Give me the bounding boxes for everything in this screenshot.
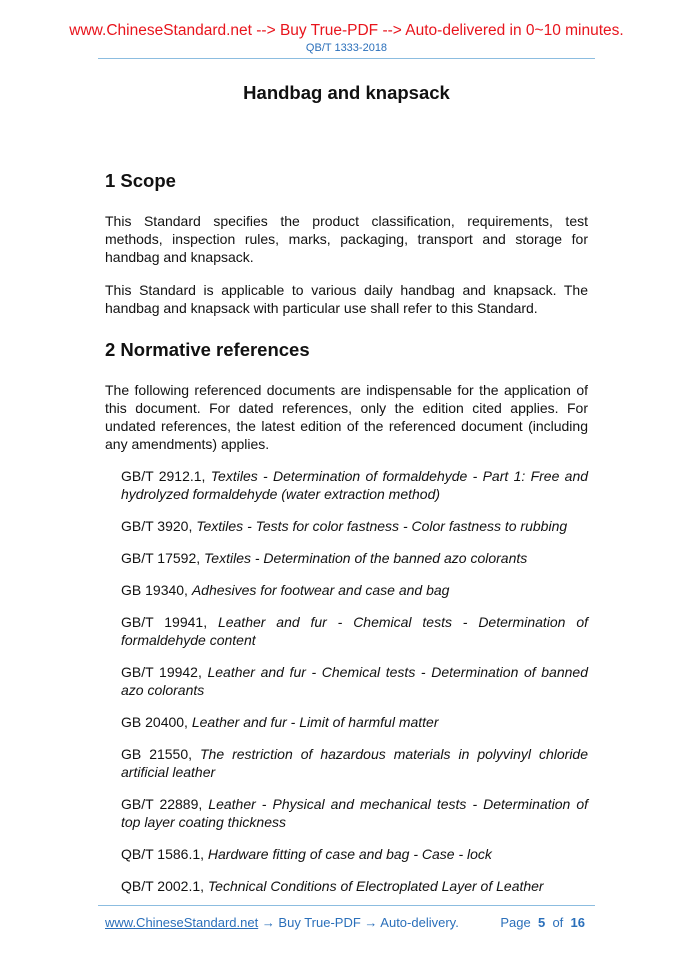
reference-item: [121, 845, 588, 863]
reference-code: QB/T 2002.1,: [121, 878, 205, 894]
reference-code: GB 21550,: [121, 746, 193, 762]
reference-code: GB 19340,: [121, 582, 188, 598]
reference-title: Leather and fur - Chemical tests - Determination of banned azo colorants: [121, 664, 588, 698]
total-pages: 16: [570, 915, 585, 930]
paragraph: The following referenced documents are indispensable for the application of this document. For dated references, only the edition cited applies. For undated references, the latest edition of the referenced document (including any amendments) applies.: [105, 382, 588, 452]
header-divider: [98, 58, 595, 59]
reference-title: Technical Conditions of Electroplated Layer of Leather: [207, 878, 544, 894]
reference-item: [121, 467, 588, 503]
reference-item: [121, 877, 588, 895]
reference-title: Textiles - Determination of the banned azo colorants: [204, 550, 528, 566]
reference-title: Leather and fur - Chemical tests - Determination of formaldehyde content: [121, 614, 588, 648]
reference-code: GB/T 19941,: [121, 614, 208, 630]
reference-item: [121, 517, 588, 535]
standard-code: QB/T 1333-2018: [305, 42, 388, 54]
reference-code: GB/T 17592,: [121, 550, 201, 566]
reference-item: [121, 745, 588, 781]
reference-title: The restriction of hazardous materials in polyvinyl chloride artificial leather: [121, 746, 589, 780]
section-heading-scope: 1 Scope: [105, 170, 176, 191]
reference-code: GB 20400,: [121, 714, 188, 730]
document-body: [105, 170, 588, 909]
reference-title: Leather and fur - Limit of harmful matter: [191, 714, 439, 730]
reference-code: GB/T 19942,: [121, 664, 202, 680]
reference-code: GB/T 22889,: [121, 796, 203, 812]
promo-banner[interactable]: www.ChineseStandard.net --> Buy True-PDF --> Auto-delivered in 0~10 minutes.: [69, 22, 624, 39]
reference-title: Textiles - Determination of formaldehyde - Part 1: Free and hydrolyzed formaldehyde (water extraction method): [121, 468, 589, 502]
reference-code: GB/T 2912.1,: [121, 468, 206, 484]
reference-item: [121, 795, 588, 831]
reference-item: [121, 549, 588, 567]
reference-title: Adhesives for footwear and case and bag: [191, 582, 450, 598]
footer-divider: [98, 905, 595, 906]
of-label: of: [552, 915, 564, 930]
page-number: 5: [537, 915, 546, 930]
reference-code: QB/T 1586.1,: [121, 846, 205, 862]
document-title: Handbag and knapsack: [243, 82, 450, 103]
section-heading-references: 2 Normative references: [105, 339, 310, 360]
paragraph: This Standard is applicable to various daily handbag and knapsack. The handbag and knapsack with particular use shall refer to this Standard.: [105, 282, 588, 316]
reference-item: [121, 613, 588, 649]
reference-title: Leather - Physical and mechanical tests - Determination of top layer coating thickness: [121, 796, 588, 830]
footer-text: → Buy True-PDF → Auto-delivery.: [258, 915, 459, 930]
page-label: Page: [500, 915, 531, 930]
reference-item: [121, 663, 588, 699]
reference-list: [105, 467, 588, 895]
reference-title: Textiles - Tests for color fastness - Color fastness to rubbing: [196, 518, 568, 534]
reference-title: Hardware fitting of case and bag - Case - lock: [207, 846, 492, 862]
reference-item: [121, 713, 588, 731]
reference-item: [121, 581, 588, 599]
page-indicator: [500, 915, 585, 930]
footer: [105, 915, 585, 930]
footer-link[interactable]: www.ChineseStandard.net: [105, 915, 259, 930]
reference-code: GB/T 3920,: [121, 518, 193, 534]
paragraph: This Standard specifies the product classification, requirements, test methods, inspection rules, marks, packaging, transport and storage for handbag and knapsack.: [105, 213, 588, 265]
